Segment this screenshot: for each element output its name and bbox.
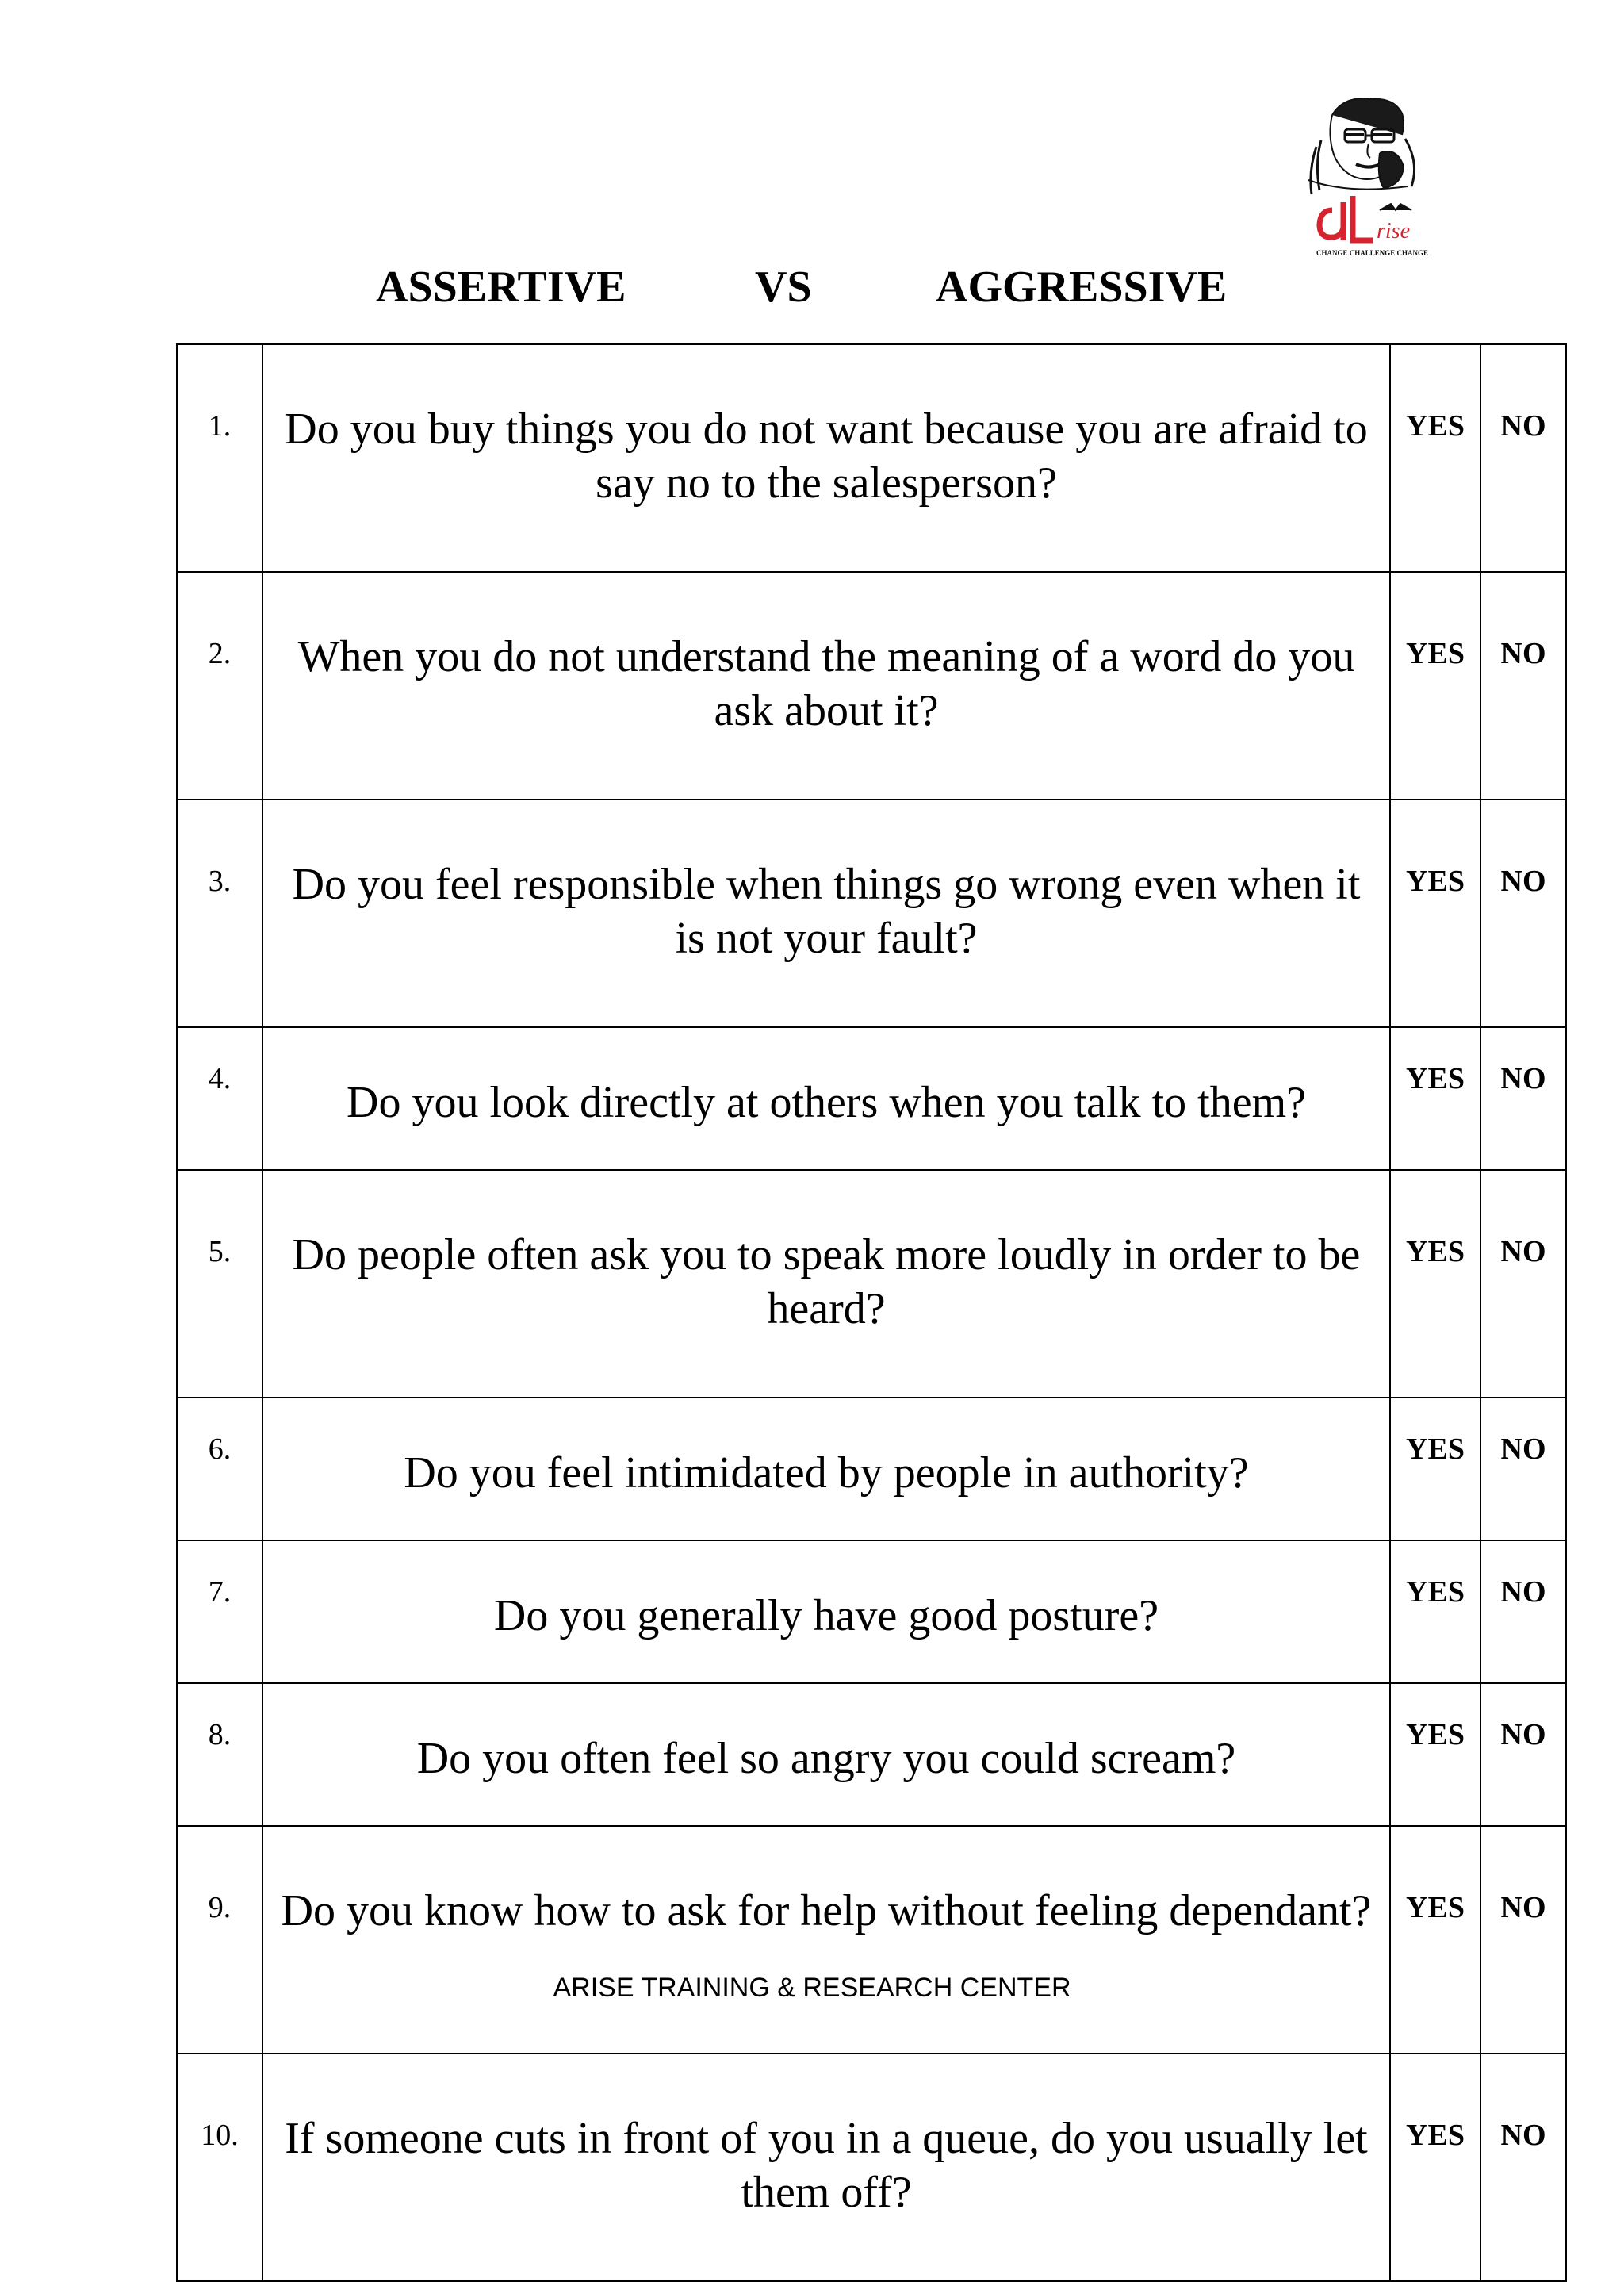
title-assertive: ASSERTIVE [376,263,626,312]
yes-option[interactable]: YES [1390,1027,1480,1170]
question-text-cell [262,1683,1390,1826]
no-option[interactable]: NO [1480,2054,1566,2281]
yes-option[interactable]: YES [1390,572,1480,800]
table-row [177,1540,1566,1683]
arise-wordmark [1316,196,1428,257]
question-number: 2. [177,572,262,800]
question-text: When you do not understand the meaning of a word do you ask about it? [297,632,1355,735]
no-option[interactable]: NO [1480,1027,1566,1170]
title-aggressive: AGGRESSIVE [936,263,1228,312]
question-text-cell [262,344,1390,572]
svg-text:CHANGE CHALLENGE CHANGE: CHANGE CHALLENGE CHANGE [1316,249,1429,257]
no-option[interactable]: NO [1480,344,1566,572]
yes-option[interactable]: YES [1390,800,1480,1027]
page-title [0,262,1624,317]
yes-option[interactable]: YES [1390,344,1480,572]
question-text-cell [262,1540,1390,1683]
yes-option[interactable]: YES [1390,1398,1480,1540]
table-row [177,344,1566,572]
question-text: Do you feel responsible when things go wrong even when it is not your fault? [292,860,1361,963]
table-row [177,572,1566,800]
question-text-cell [262,2054,1390,2281]
portrait-sketch-icon [1308,98,1415,194]
question-text: If someone cuts in front of you in a queue, do you usually let them off? [285,2114,1368,2217]
yes-option[interactable]: YES [1390,1170,1480,1398]
question-text-cell [262,1826,1390,2054]
question-text-cell [262,1398,1390,1540]
question-text-cell [262,1027,1390,1170]
table-row [177,1683,1566,1826]
question-text: Do you buy things you do not want because you are afraid to say no to the salesperson? [285,405,1368,508]
question-text-cell [262,1170,1390,1398]
no-option[interactable]: NO [1480,1540,1566,1683]
question-number: 6. [177,1398,262,1540]
svg-text:rise: rise [1377,219,1410,244]
page-footer: ARISE TRAINING & RESEARCH CENTER [553,1973,1071,2003]
table-row [177,800,1566,1027]
no-option[interactable]: NO [1480,1826,1566,2054]
question-text: Do people often ask you to speak more loudly in order to be heard? [292,1230,1361,1333]
question-number: 9. [177,1826,262,2054]
question-text: Do you know how to ask for help without feeling dependant? [281,1886,1372,1935]
arise-logo [1300,91,1459,262]
yes-option[interactable]: YES [1390,1540,1480,1683]
table-row [177,1027,1566,1170]
yes-option[interactable]: YES [1390,1683,1480,1826]
table-row [177,2054,1566,2281]
question-text-cell [262,572,1390,800]
table-row [177,1826,1566,2054]
question-text: Do you feel intimidated by people in authority? [404,1448,1249,1498]
question-number: 4. [177,1027,262,1170]
no-option[interactable]: NO [1480,1398,1566,1540]
no-option[interactable]: NO [1480,1170,1566,1398]
arise-logo-graphic [1300,91,1459,262]
no-option[interactable]: NO [1480,1683,1566,1826]
table-row [177,1170,1566,1398]
no-option[interactable]: NO [1480,572,1566,800]
question-number: 8. [177,1683,262,1826]
yes-option[interactable]: YES [1390,2054,1480,2281]
title-vs: VS [755,263,812,312]
question-number: 1. [177,344,262,572]
question-number: 7. [177,1540,262,1683]
no-option[interactable]: NO [1480,800,1566,1027]
question-text: Do you look directly at others when you talk to them? [347,1078,1306,1127]
question-text: Do you generally have good posture? [493,1591,1159,1640]
table-row [177,1398,1566,1540]
question-number: 3. [177,800,262,1027]
question-number: 5. [177,1170,262,1398]
yes-option[interactable]: YES [1390,1826,1480,2054]
question-text-cell [262,800,1390,1027]
question-number: 10. [177,2054,262,2281]
question-text: Do you often feel so angry you could scream? [416,1734,1236,1783]
